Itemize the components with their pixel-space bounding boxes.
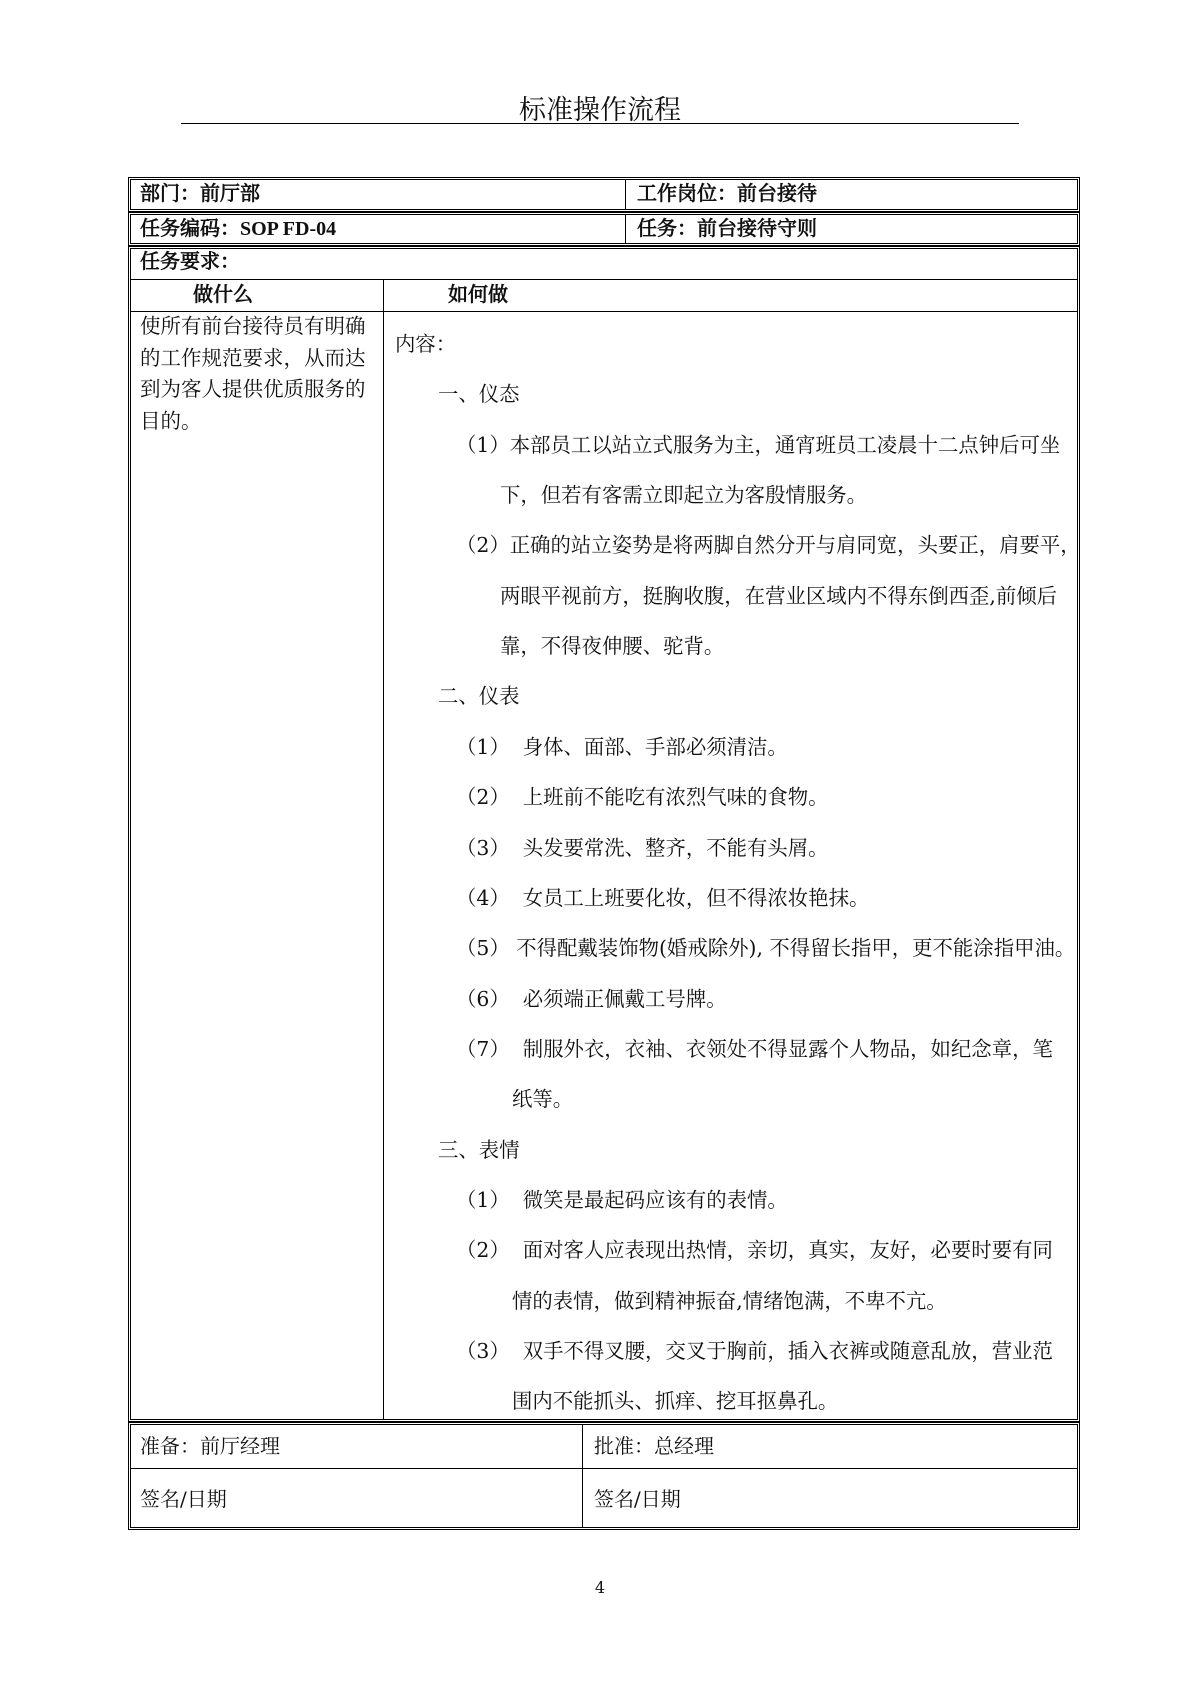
page-number: 4 bbox=[594, 1578, 606, 1597]
column-header-what: 做什么 bbox=[193, 284, 253, 306]
how-line: （7） 制服外衣，衣袖、衣领处不得显露个人物品，如纪念章，笔 bbox=[456, 1036, 1053, 1061]
signature-date-left[interactable]: 签名/日期 bbox=[140, 1487, 227, 1511]
how-line: 三、表情 bbox=[438, 1137, 520, 1162]
title-underline bbox=[181, 123, 1019, 124]
how-line: （1） 微笑是最起码应该有的表情。 bbox=[456, 1187, 788, 1212]
requirements-label: 任务要求： bbox=[140, 251, 240, 273]
how-line: （3） 双手不得叉腰，交叉于胸前，插入衣裤或随意乱放，营业范 bbox=[456, 1339, 1053, 1363]
row-department bbox=[128, 177, 1080, 212]
divider bbox=[130, 311, 1078, 312]
what-line: 的工作规范要求，从而达 bbox=[140, 345, 366, 370]
divider bbox=[130, 1468, 1078, 1469]
how-line: （5） 不得配戴装饰物(婚戒除外), 不得留长指甲，更不能涂指甲油。 bbox=[456, 936, 1076, 961]
how-line: 下，但若有客需立即起立为客殷情服务。 bbox=[500, 483, 868, 508]
column-header-how: 如何做 bbox=[448, 284, 508, 306]
divider bbox=[625, 179, 626, 210]
how-line: （2） 上班前不能吃有浓烈气味的食物。 bbox=[456, 785, 829, 810]
divider bbox=[130, 279, 1078, 280]
how-line: （4） 女员工上班要化妆，但不得浓妆艳抹。 bbox=[456, 885, 870, 910]
column-divider bbox=[383, 279, 384, 1420]
how-line: （6） 必须端正佩戴工号牌。 bbox=[456, 986, 727, 1011]
task-label: 任务：前台接待守则 bbox=[637, 218, 817, 240]
signature-date-right[interactable]: 签名/日期 bbox=[594, 1487, 681, 1511]
document-title: 标准操作流程 bbox=[519, 95, 681, 126]
how-line: 靠，不得夜伸腰、驼背。 bbox=[500, 634, 725, 659]
how-line: 纸等。 bbox=[512, 1087, 574, 1112]
how-line: （1）本部员工以站立式服务为主，通宵班员工凌晨十二点钟后可坐 bbox=[456, 432, 1061, 457]
how-line: （3） 头发要常洗、整齐，不能有头屑。 bbox=[456, 835, 829, 860]
what-line: 到为客人提供优质服务的 bbox=[140, 377, 366, 402]
how-line: 两眼平视前方，挺胸收腹，在营业区域内不得东倒西歪,前倾后 bbox=[500, 583, 1058, 608]
what-line: 目的。 bbox=[140, 408, 202, 433]
approved-by: 批准：总经理 bbox=[594, 1434, 714, 1458]
how-line: 内容： bbox=[395, 332, 457, 356]
how-line: 围内不能抓头、抓痒、挖耳抠鼻孔。 bbox=[512, 1389, 839, 1414]
how-line: （2）正确的站立姿势是将两脚自然分开与肩同宽，头要正，肩要平， bbox=[456, 533, 1081, 558]
how-line: 情的表情，做到精神振奋,情绪饱满，不卑不亢。 bbox=[512, 1288, 947, 1313]
how-line: （1） 身体、面部、手部必须清洁。 bbox=[456, 734, 788, 759]
department-label: 部门：前厅部 bbox=[140, 183, 260, 205]
how-line: 二、仪表 bbox=[438, 684, 520, 709]
divider bbox=[625, 214, 626, 244]
what-line: 使所有前台接待员有明确 bbox=[140, 314, 366, 338]
task-code-label: 任务编码：SOP FD-04 bbox=[140, 218, 337, 240]
how-line: （2） 面对客人应表现出热情，亲切，真实，友好，必要时要有同 bbox=[456, 1238, 1053, 1263]
how-line: 一、仪态 bbox=[438, 382, 520, 407]
position-label: 工作岗位：前台接待 bbox=[637, 183, 817, 205]
prepared-by: 准备：前厅经理 bbox=[140, 1434, 280, 1458]
divider bbox=[582, 1424, 583, 1528]
